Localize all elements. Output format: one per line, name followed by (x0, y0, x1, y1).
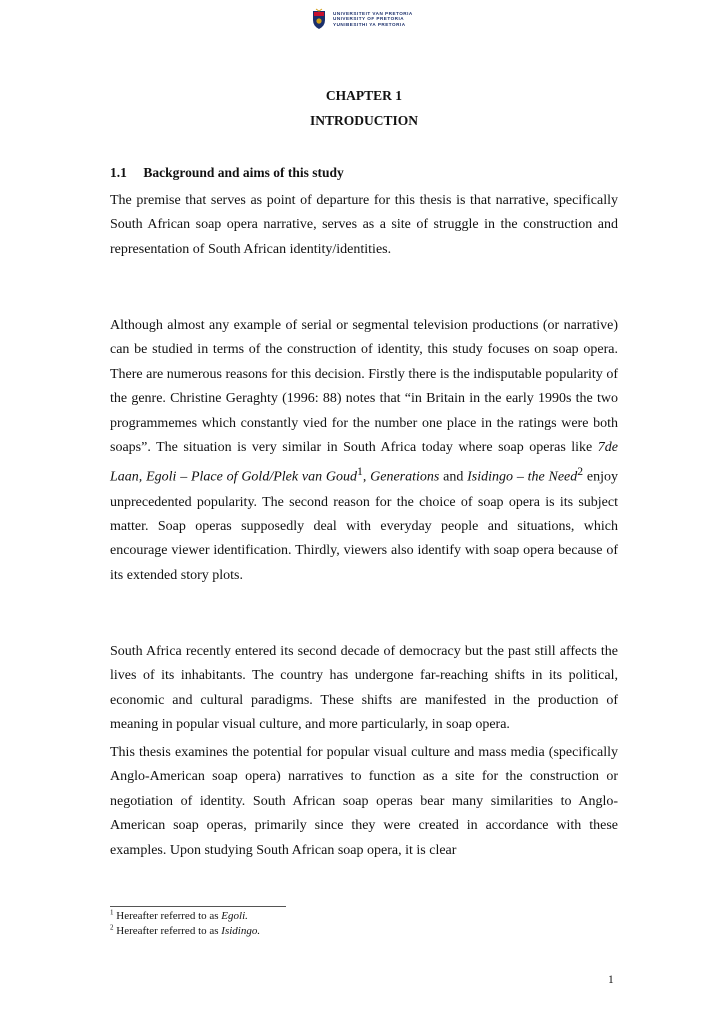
university-logo (311, 8, 413, 30)
section-heading (110, 165, 344, 181)
logo-line-english: UNIVERSITY OF PRETORIA (333, 16, 405, 22)
paragraph-1: The premise that serves as point of departure for this thesis is that narrative, specifically South African soap opera narrative, serves as a site of struggle in the construction and representation of South African identity/identities. (110, 193, 618, 257)
show-title-7de-laan-egoli: 7de Laan, Egoli – Place of Gold/Plek van Goud (110, 440, 618, 486)
footnote-title: Isidingo. (221, 925, 261, 937)
footnote-number: 2 (110, 923, 114, 932)
footnote-2 (110, 924, 260, 939)
and-separator: and (439, 470, 468, 486)
show-title-generations: Generations (370, 470, 440, 486)
section-number: 1.1 (110, 165, 127, 180)
logo-line-afrikaans: UNIVERSITEIT VAN PRETORIA (333, 10, 413, 16)
paragraph-3: South Africa recently entered its second decade of democracy but the past still affects the lives of its inhabitants. The country has undergone far-reaching shifts in its political, economic and cultural paradigms. These shifts are manifested in the production of meaning in popular visual culture, and more particularly, in soap opera. (110, 644, 618, 733)
chapter-title: INTRODUCTION (309, 113, 418, 128)
university-crest-icon (311, 8, 327, 30)
footnote-1 (110, 909, 260, 924)
footnote-text: Hereafter referred to as (113, 925, 222, 937)
footnote-ref-2: 2 (577, 465, 584, 479)
comma-separator: , (362, 470, 371, 486)
logo-line-sepedi: YUNIBESITHI YA PRETORIA (333, 21, 406, 27)
paragraph-2 (110, 314, 618, 588)
footnote-divider (110, 906, 286, 907)
chapter-label: CHAPTER 1 (325, 88, 403, 103)
footnote-number: 1 (110, 908, 114, 917)
section-title: Background and aims of this study (143, 165, 344, 180)
footnotes (110, 909, 260, 939)
footnote-text: Hereafter referred to as (113, 910, 222, 922)
page-number: 1 (608, 974, 614, 986)
university-name (333, 11, 413, 27)
show-title-isidingo: Isidingo – the Need (467, 470, 578, 486)
paragraph-4: This thesis examines the potential for popular visual culture and mass media (specifically Anglo-American soap opera) narratives to function as a site for the construction or negotiation of identity. South African soap operas bear many similarities to Anglo-American soap operas, primarily since they were created in accordance with these examples. Upon studying South African soap opera, it is clear (110, 745, 618, 858)
paragraph-2-text-a: Although almost any example of serial or segmental television productions (or narrative) can be studied in terms of the construction of identity, this study focuses on soap opera. There are numerous reasons for this decision. Firstly there is the indisputable popularity of the genre. Christine Geraghty (1996: 88) notes that “in Britain in the early 1990s the two programmemes which constantly vied for the number one place in the ratings were both soaps”. The situation is very similar in South Africa today where soap operas like (110, 318, 618, 456)
paragraph-2-text-b: enjoy unprecedented popularity. The second reason for the choice of soap opera is its subject matter. Soap operas supposedly deal with everyday people and situations, which encourage viewer identification. Thirdly, viewers also identify with soap opera because of its extended story plots. (110, 470, 619, 583)
footnote-title: Egoli. (221, 910, 248, 922)
footnote-ref-1: 1 (357, 465, 363, 479)
